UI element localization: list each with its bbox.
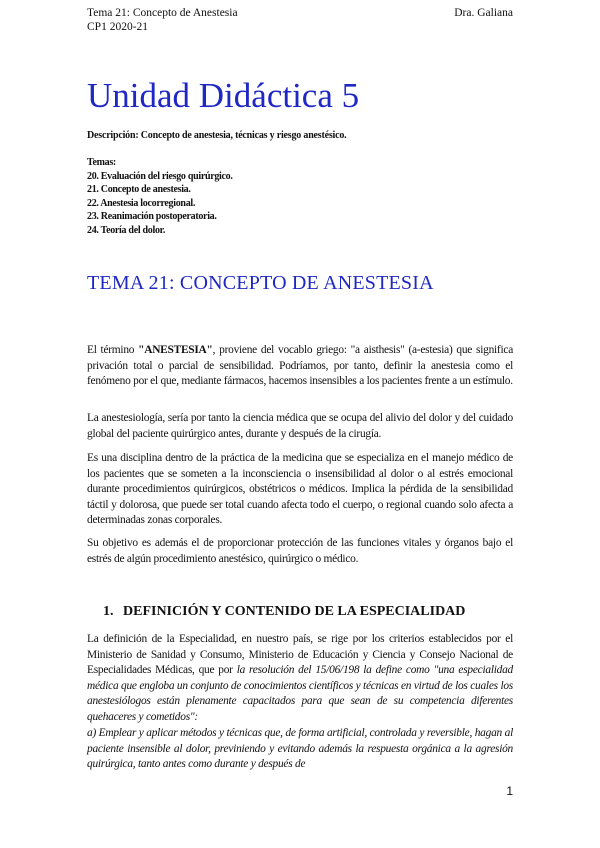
p1-post: , proviene del vocablo griego: "a aisthesis" (a-estesia) que significa privación total o parcial de sensibilidad. Podríamos, por tanto, definir la anestesia como el fenómeno por el que, mediante fármacos, hacemos insensibles a los pacientes frente a un estímulo.	[87, 344, 513, 387]
section-number: 1.	[103, 604, 114, 619]
unit-title: Unidad Didáctica 5	[87, 76, 360, 115]
paragraph-objective: Su objetivo es además el de proporcionar protección de las funciones vitales y órganos bajo el estrés de algún procedimiento anestésico, quirúrgico o médico.	[87, 537, 513, 565]
p5-normal: La definición de la Especialidad, en nuestro país, se rige por los criterios establecidos por el Ministerio de Sanidad y Consumo, Ministerio de Educación y Ciencia y Consejo Nacional de Especialidades Médicas, que por	[87, 633, 513, 676]
section-heading	[103, 603, 465, 621]
header-author: Dra. Galiana	[454, 7, 513, 19]
header-topic: Tema 21: Concepto de Anestesia	[87, 7, 238, 19]
paragraph-list-item-a: a) Emplear y aplicar métodos y técnicas que, de forma artificial, controlada y reversible, hagan al paciente insensible al dolor, previniendo y evitando además la respuesta orgánica a la agresión quirúrgica, tanto antes como durante y después de	[87, 727, 513, 770]
page-number: 1	[506, 784, 513, 798]
paragraph-discipline: Es una disciplina dentro de la práctica de la medicina que se especializa en el manejo médico de los pacientes que se someten a la inconsciencia o insensibilidad al dolor o al estrés emocional durante procedimientos quirúrgicos, obstétricos o médicos. Implica la pérdida de la sensibilidad táctil y dolorosa, que puede ser total cuando afecta todo el cuerpo, o regional cuando solo afecta a determinadas zonas corporales.	[87, 452, 513, 526]
topics-list	[87, 156, 517, 237]
paragraph-anestesiologia: La anestesiología, sería por tanto la ciencia médica que se ocupa del alivio del dolor y del cuidado global del paciente quirúrgico antes, durante y después de la cirugía.	[87, 412, 513, 440]
topic-item: 23. Reanimación postoperatoria.	[87, 211, 217, 222]
topic-item: 21. Concepto de anestesia.	[87, 184, 191, 195]
topic-item: 24. Teoría del dolor.	[87, 224, 166, 236]
p1-term: "ANESTESIA"	[138, 344, 213, 356]
description-label: Descripción:	[87, 130, 139, 141]
running-header-left	[87, 6, 238, 34]
header-course: CP1 2020-21	[87, 21, 149, 33]
paragraph-specialty-definition	[87, 632, 513, 725]
topics-label: Temas:	[87, 157, 116, 168]
topic-item: 22. Anestesia locorregional.	[87, 197, 196, 209]
description-text: Concepto de anestesia, técnicas y riesgo anestésico.	[138, 130, 347, 141]
section-title: DEFINICIÓN Y CONTENIDO DE LA ESPECIALIDAD	[123, 604, 466, 619]
tema-title: TEMA 21: CONCEPTO DE ANESTESIA	[87, 272, 434, 294]
p5-quote: la resolución del 15/06/198 la define como "una especialidad médica que engloba un conjunto de conocimientos científicos y técnicas en virtud de los cuales los anestesiólogos están plenamente capacitados para que sean de su competencia diferentes quehaceres y cometidos":	[87, 664, 513, 723]
p1-pre: El término	[87, 344, 139, 356]
unit-description	[87, 130, 517, 142]
topic-item: 20. Evaluación del riesgo quirúrgico.	[87, 170, 233, 182]
paragraph-anestesia-definition	[87, 343, 513, 390]
